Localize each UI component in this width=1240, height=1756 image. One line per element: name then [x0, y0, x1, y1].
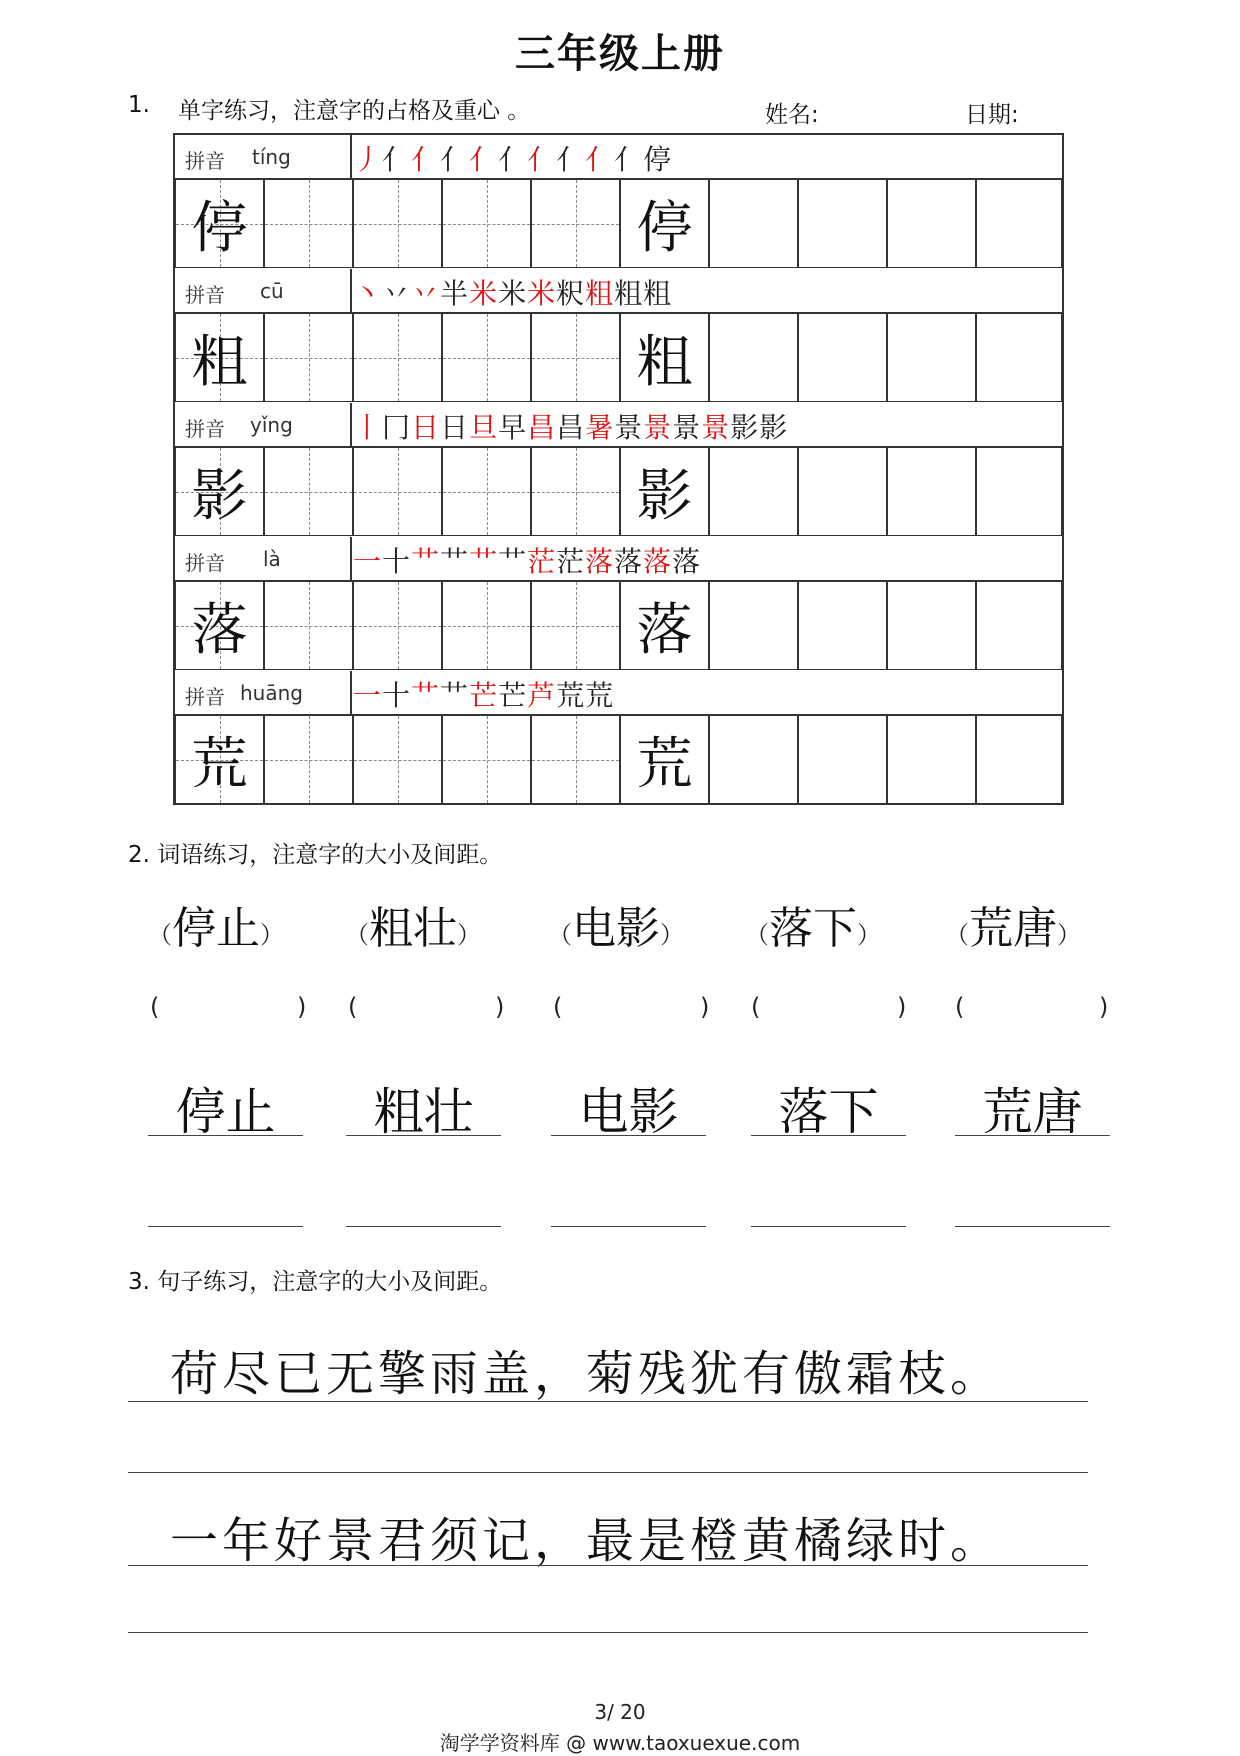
write-cell[interactable]: [798, 179, 887, 268]
stroke-step: 早: [498, 411, 528, 444]
blank-paren-open: (: [955, 993, 965, 1021]
trace-cell[interactable]: [353, 313, 442, 402]
model-char-cell: [175, 179, 264, 268]
close-paren: ）: [457, 921, 481, 949]
char-row-5: [175, 671, 1062, 805]
stroke-step: 芒: [498, 679, 528, 712]
write-cell[interactable]: [709, 313, 798, 402]
divider: [350, 537, 352, 581]
stroke-step: 艹: [469, 545, 499, 578]
word-baseline[interactable]: [751, 1135, 906, 1136]
stroke-step: 暑: [585, 411, 615, 444]
open-paren: （: [745, 921, 769, 949]
stroke-step: 景: [701, 411, 731, 444]
model-char: 停: [636, 195, 693, 261]
write-cell[interactable]: [976, 179, 1062, 268]
close-paren: ）: [1057, 921, 1081, 949]
stroke-step: 艹: [411, 679, 441, 712]
write-cell[interactable]: [709, 179, 798, 268]
write-cell[interactable]: [798, 715, 887, 804]
trace-cell[interactable]: [442, 447, 531, 536]
stroke-step: 落: [643, 545, 673, 578]
word-line-text-5: 荒唐: [982, 1083, 1083, 1141]
blank-paren-close: ): [495, 993, 505, 1021]
date-label: 日期:: [965, 102, 1019, 128]
stroke-step: 一: [353, 545, 383, 578]
write-cell[interactable]: [887, 447, 976, 536]
sentence-blank-line[interactable]: [128, 1472, 1088, 1473]
pinyin-row: [175, 135, 1062, 179]
char-row-2: [175, 269, 1062, 403]
divider: [350, 269, 352, 313]
blank-paren-open: (: [751, 993, 761, 1021]
word-baseline[interactable]: [148, 1135, 303, 1136]
stroke-step: 影: [759, 411, 789, 444]
page-title: 三年级上册: [515, 31, 725, 77]
stroke-order: [353, 406, 788, 446]
stroke-step: 米: [469, 277, 499, 310]
write-cell[interactable]: [709, 715, 798, 804]
divider: [350, 671, 352, 715]
pinyin-label: 拼音: [185, 149, 225, 173]
stroke-step: 昌: [527, 411, 557, 444]
stroke-step: 艹: [498, 545, 528, 578]
word-blank-line[interactable]: [346, 1226, 501, 1227]
model-char-cell: [175, 313, 264, 402]
model-char-cell-2: [620, 313, 709, 402]
blank-paren-open: (: [553, 993, 563, 1021]
sentence-baseline[interactable]: [128, 1401, 1088, 1402]
blank-paren-close: ): [1099, 993, 1109, 1021]
sentence-baseline[interactable]: [128, 1565, 1088, 1566]
section2-heading: 2. 词语练习，注意字的大小及间距。: [128, 842, 503, 868]
pinyin-value: tíng: [252, 145, 291, 169]
sentence-blank-line[interactable]: [128, 1632, 1088, 1633]
pinyin-value: yǐng: [250, 413, 293, 437]
stroke-order: [353, 272, 672, 312]
open-paren: （: [945, 921, 969, 949]
stroke-order: [353, 674, 614, 714]
model-char: 粗: [636, 329, 693, 395]
word-line-text-1: 停止: [175, 1083, 276, 1141]
trace-cell[interactable]: [353, 581, 442, 670]
write-cell[interactable]: [709, 447, 798, 536]
trace-cell[interactable]: [442, 313, 531, 402]
trace-cell[interactable]: [531, 715, 620, 804]
write-cell[interactable]: [976, 715, 1062, 804]
pinyin-label: 拼音: [185, 551, 225, 575]
pinyin-value: huāng: [240, 681, 303, 705]
model-char: 荒: [191, 731, 248, 797]
stroke-step: 亻: [440, 143, 470, 176]
page-number: 3/ 20: [594, 1700, 646, 1724]
stroke-step: 丶: [353, 277, 383, 310]
stroke-step: 茫: [527, 545, 557, 578]
open-paren: （: [548, 921, 572, 949]
stroke-step: 落: [585, 545, 615, 578]
word-model-5: [945, 892, 1081, 956]
stroke-step: 一: [353, 679, 383, 712]
stroke-step: 粗: [585, 277, 615, 310]
write-cell[interactable]: [976, 581, 1062, 670]
stroke-step: 亻: [382, 143, 412, 176]
word-blank-line[interactable]: [551, 1226, 706, 1227]
word-model-text: 粗壮: [369, 903, 457, 954]
pinyin-label: 拼音: [185, 685, 225, 709]
write-cell[interactable]: [709, 581, 798, 670]
word-blank-line[interactable]: [148, 1226, 303, 1227]
stroke-step: 亻: [527, 143, 557, 176]
word-line-text-2: 粗壮: [373, 1083, 474, 1141]
stroke-step: 半: [440, 277, 470, 310]
stroke-step: 亻: [469, 143, 499, 176]
section1-number: 1.: [128, 92, 150, 118]
model-char-cell-2: [620, 447, 709, 536]
write-cell[interactable]: [887, 179, 976, 268]
stroke-step: 亻: [498, 143, 528, 176]
stroke-step: 芒: [469, 679, 499, 712]
stroke-step: 落: [614, 545, 644, 578]
trace-cell[interactable]: [264, 179, 353, 268]
stroke-step: 景: [672, 411, 702, 444]
model-char: 落: [191, 597, 248, 663]
character-practice-grid: [173, 133, 1064, 805]
stroke-step: 景: [643, 411, 673, 444]
model-char-cell: [175, 447, 264, 536]
trace-cell[interactable]: [531, 313, 620, 402]
stroke-step: 丷: [411, 277, 441, 310]
stroke-step: 丷: [382, 277, 412, 310]
stroke-step: 荒: [556, 679, 586, 712]
stroke-order: [353, 540, 701, 580]
word-blank-line[interactable]: [751, 1226, 906, 1227]
stroke-step: 粎: [556, 277, 586, 310]
word-baseline[interactable]: [955, 1135, 1110, 1136]
word-model-text: 电影: [572, 903, 660, 954]
close-paren: ）: [857, 921, 881, 949]
trace-cell[interactable]: [264, 313, 353, 402]
model-char-cell: [175, 581, 264, 670]
model-char: 影: [191, 463, 248, 529]
blank-paren-close: ): [897, 993, 907, 1021]
stroke-step: 米: [498, 277, 528, 310]
word-line-text-3: 电影: [578, 1083, 679, 1141]
blank-paren-close: ): [700, 993, 710, 1021]
char-row-3: [175, 403, 1062, 537]
stroke-step: 芦: [527, 679, 557, 712]
close-paren: ）: [660, 921, 684, 949]
trace-cell[interactable]: [264, 447, 353, 536]
divider: [350, 403, 352, 447]
trace-cell[interactable]: [531, 581, 620, 670]
trace-cell[interactable]: [531, 447, 620, 536]
blank-paren-open: (: [348, 993, 358, 1021]
write-cell[interactable]: [887, 313, 976, 402]
word-model-3: [548, 892, 684, 956]
stroke-step: 景: [614, 411, 644, 444]
word-baseline[interactable]: [346, 1135, 501, 1136]
stroke-step: 日: [411, 411, 441, 444]
word-model-text: 荒唐: [969, 903, 1057, 954]
stroke-step: 亻: [585, 143, 615, 176]
word-model-4: [745, 892, 881, 956]
model-char: 落: [636, 597, 693, 663]
model-char-cell: [175, 715, 264, 804]
stroke-order: [353, 138, 672, 178]
model-char-cell-2: [620, 179, 709, 268]
pinyin-row: [175, 403, 1062, 447]
stroke-step: 旦: [469, 411, 499, 444]
word-model-text: 停止: [172, 903, 260, 954]
write-cell[interactable]: [976, 447, 1062, 536]
trace-cell[interactable]: [353, 447, 442, 536]
trace-cell[interactable]: [264, 581, 353, 670]
word-baseline[interactable]: [551, 1135, 706, 1136]
stroke-step: 亻: [614, 143, 644, 176]
stroke-step: 亻: [411, 143, 441, 176]
trace-cell[interactable]: [442, 581, 531, 670]
model-char: 荒: [636, 731, 693, 797]
write-cell[interactable]: [976, 313, 1062, 402]
model-char-cell-2: [620, 581, 709, 670]
stroke-step: 丨: [353, 411, 383, 444]
trace-cell[interactable]: [442, 179, 531, 268]
pinyin-row: [175, 671, 1062, 715]
word-model-1: [148, 892, 284, 956]
char-row-1: [175, 135, 1062, 269]
pinyin-value: là: [263, 547, 281, 571]
stroke-step: 落: [672, 545, 702, 578]
char-row-4: [175, 537, 1062, 671]
model-char: 停: [191, 195, 248, 261]
model-char: 影: [636, 463, 693, 529]
stroke-step: 米: [527, 277, 557, 310]
site-credit: 淘学学资料库 @ www.taoxuexue.com: [439, 1731, 801, 1755]
stroke-step: 亻: [556, 143, 586, 176]
blank-paren-open: (: [150, 993, 160, 1021]
pinyin-label: 拼音: [185, 417, 225, 441]
trace-cell[interactable]: [353, 715, 442, 804]
pinyin-label: 拼音: [185, 283, 225, 307]
section3-heading: 3. 句子练习，注意字的大小及间距。: [128, 1269, 503, 1295]
stroke-step: 影: [730, 411, 760, 444]
open-paren: （: [148, 921, 172, 949]
word-line-text-4: 落下: [778, 1083, 879, 1141]
write-cell[interactable]: [887, 581, 976, 670]
pinyin-row: [175, 537, 1062, 581]
close-paren: ）: [260, 921, 284, 949]
blank-paren-close: ): [297, 993, 307, 1021]
word-model-text: 落下: [769, 903, 857, 954]
word-model-row: [148, 892, 1148, 962]
stroke-step: 停: [643, 143, 673, 176]
stroke-step: 十: [382, 545, 412, 578]
write-cell[interactable]: [798, 581, 887, 670]
trace-cell[interactable]: [264, 715, 353, 804]
stroke-step: 粗: [614, 277, 644, 310]
section1-heading: 单字练习，注意字的占格及重心 。: [178, 98, 531, 124]
stroke-step: 艹: [411, 545, 441, 578]
stroke-step: 艹: [440, 679, 470, 712]
stroke-step: 荒: [585, 679, 615, 712]
stroke-step: 粗: [643, 277, 673, 310]
stroke-step: 丿: [353, 143, 383, 176]
trace-cell[interactable]: [531, 179, 620, 268]
model-char-cell-2: [620, 715, 709, 804]
pinyin-row: [175, 269, 1062, 313]
stroke-step: 艹: [440, 545, 470, 578]
model-char: 粗: [191, 329, 248, 395]
sentence-1: 荷尽已无擎雨盖，菊残犹有傲霜枝。: [170, 1346, 1003, 1402]
sentence-2: 一年好景君须记，最是橙黄橘绿时。: [170, 1513, 1003, 1569]
stroke-step: 冂: [382, 411, 412, 444]
write-cell[interactable]: [887, 715, 976, 804]
write-cell[interactable]: [798, 313, 887, 402]
trace-cell[interactable]: [442, 715, 531, 804]
stroke-step: 日: [440, 411, 470, 444]
name-label: 姓名:: [765, 102, 819, 128]
open-paren: （: [345, 921, 369, 949]
stroke-step: 十: [382, 679, 412, 712]
stroke-step: 茫: [556, 545, 586, 578]
write-cell[interactable]: [798, 447, 887, 536]
word-model-2: [345, 892, 481, 956]
stroke-step: 昌: [556, 411, 586, 444]
trace-cell[interactable]: [353, 179, 442, 268]
word-blank-line[interactable]: [955, 1226, 1110, 1227]
pinyin-value: cū: [260, 279, 284, 303]
divider: [350, 135, 352, 179]
